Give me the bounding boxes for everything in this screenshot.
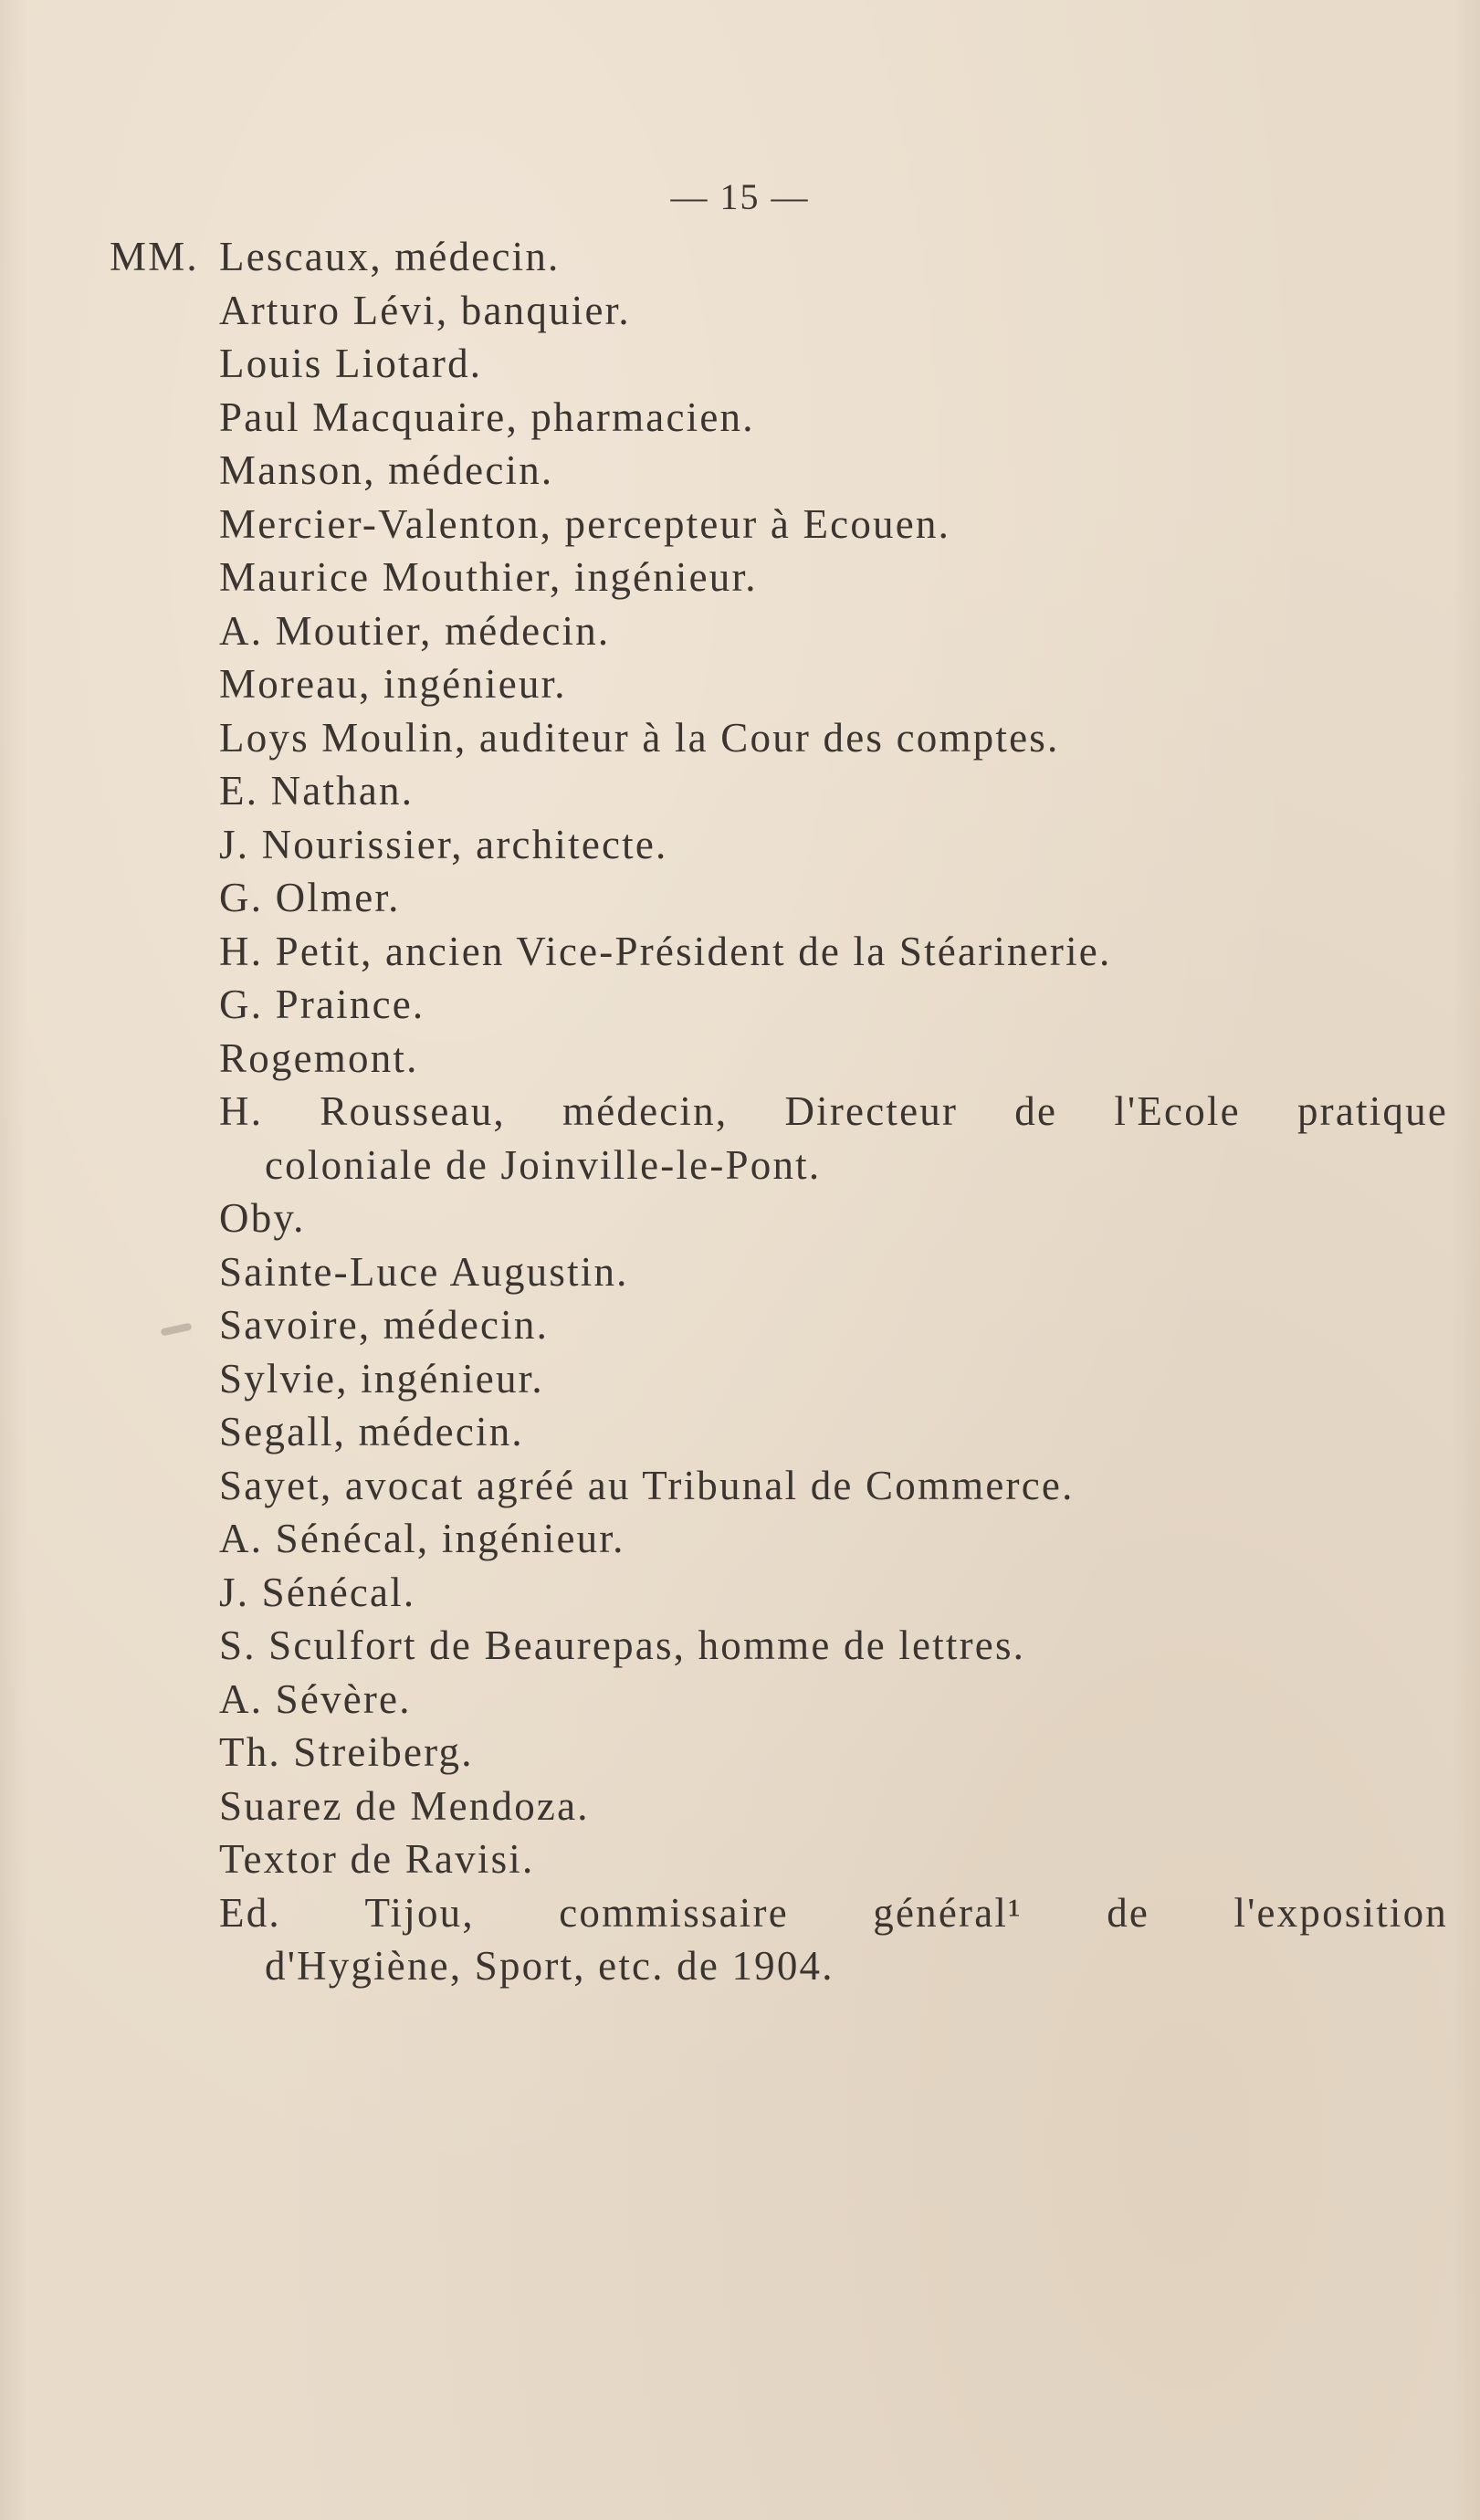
list-item xyxy=(110,818,1351,872)
list-item-text: Oby. xyxy=(219,1195,306,1241)
list-item-text: coloniale de Joinville-le-Pont. xyxy=(265,1141,822,1188)
list-item xyxy=(110,284,1351,338)
list-item-text: Maurice Mouthier, ingénieur. xyxy=(219,554,758,600)
list-item xyxy=(110,1032,1351,1086)
list-item-text: E. Nathan. xyxy=(219,768,415,814)
page-number: — 15 — xyxy=(670,176,810,217)
list-item xyxy=(110,1245,1351,1299)
list-item-text: d'Hygiène, Sport, etc. de 1904. xyxy=(265,1943,834,1989)
list-item-text: A. Sénécal, ingénieur. xyxy=(219,1516,625,1561)
list-item-text: Sylvie, ingénieur. xyxy=(219,1355,544,1402)
list-item-text: Paul Macquaire, pharmacien. xyxy=(219,394,755,440)
list-item xyxy=(110,711,1351,765)
list-item-text: Suarez de Mendoza. xyxy=(219,1782,590,1829)
list-item-text: J. Nourissier, architecte. xyxy=(219,821,668,867)
list-item-text: A. Sévère. xyxy=(219,1675,412,1722)
list-item-text: Rogemont. xyxy=(219,1034,419,1081)
list-item-text: Loys Moulin, auditeur à la Cour des comptes. xyxy=(219,714,1060,761)
member-list xyxy=(110,230,1448,1993)
list-item xyxy=(110,1352,1351,1406)
list-item-continuation xyxy=(110,1939,1351,1993)
list-item-continuation xyxy=(110,1139,1351,1192)
list-item xyxy=(110,925,1351,979)
list-item-text: G. Olmer. xyxy=(219,875,401,920)
list-item-text: Ed. Tijou, commissaire général¹ de l'exposition xyxy=(219,1889,1448,1936)
list-item xyxy=(110,1886,1448,1940)
list-item xyxy=(110,391,1351,445)
list-item-text: Manson, médecin. xyxy=(219,447,554,493)
list-item-text: Sainte-Luce Augustin. xyxy=(219,1248,629,1295)
list-item-text: Savoire, médecin. xyxy=(219,1302,550,1348)
list-item xyxy=(110,978,1351,1032)
list-item-text: Sayet, avocat agréé au Tribunal de Commerce. xyxy=(219,1462,1075,1508)
list-item xyxy=(110,1619,1351,1673)
list-item xyxy=(110,1405,1351,1459)
list-item-text: Moreau, ingénieur. xyxy=(219,661,567,707)
list-item-text: J. Sénécal. xyxy=(219,1569,416,1615)
list-item-text: Arturo Lévi, banquier. xyxy=(219,287,631,333)
list-item xyxy=(110,657,1351,711)
list-item xyxy=(110,1566,1351,1620)
list-item xyxy=(110,1192,1351,1245)
list-item xyxy=(110,1726,1351,1780)
honorific-prefix: MM. xyxy=(110,234,199,279)
list-item xyxy=(110,1298,1351,1352)
list-item-text: Louis Liotard. xyxy=(219,341,483,386)
list-item-text: A. Moutier, médecin. xyxy=(219,607,611,654)
list-item-text: S. Sculfort de Beaurepas, homme de lettres. xyxy=(219,1622,1026,1668)
list-item xyxy=(110,604,1351,658)
list-item-text: H. Petit, ancien Vice-Président de la Stéarinerie. xyxy=(219,928,1112,974)
list-item xyxy=(110,1780,1351,1833)
list-item xyxy=(110,1512,1351,1566)
list-item-text: G. Praince. xyxy=(219,982,425,1027)
list-item xyxy=(110,1832,1351,1886)
list-item xyxy=(110,1459,1351,1513)
list-item-text: H. Rousseau, médecin, Directeur de l'Ecole pratique xyxy=(219,1088,1448,1134)
list-item xyxy=(110,1673,1351,1727)
list-item xyxy=(110,444,1351,498)
list-item-text: Mercier-Valenton, percepteur à Ecouen. xyxy=(219,500,951,547)
list-item xyxy=(110,1085,1448,1139)
list-item xyxy=(110,551,1351,604)
list-item xyxy=(110,230,1351,284)
list-item xyxy=(110,871,1351,925)
list-item xyxy=(110,498,1351,551)
list-item-text: Segall, médecin. xyxy=(219,1409,524,1454)
list-item-text: Lescaux, médecin. xyxy=(219,234,561,279)
list-item-text: Textor de Ravisi. xyxy=(219,1836,535,1882)
list-item-text: Th. Streiberg. xyxy=(219,1729,474,1775)
list-item xyxy=(110,764,1351,818)
list-item xyxy=(110,337,1351,391)
